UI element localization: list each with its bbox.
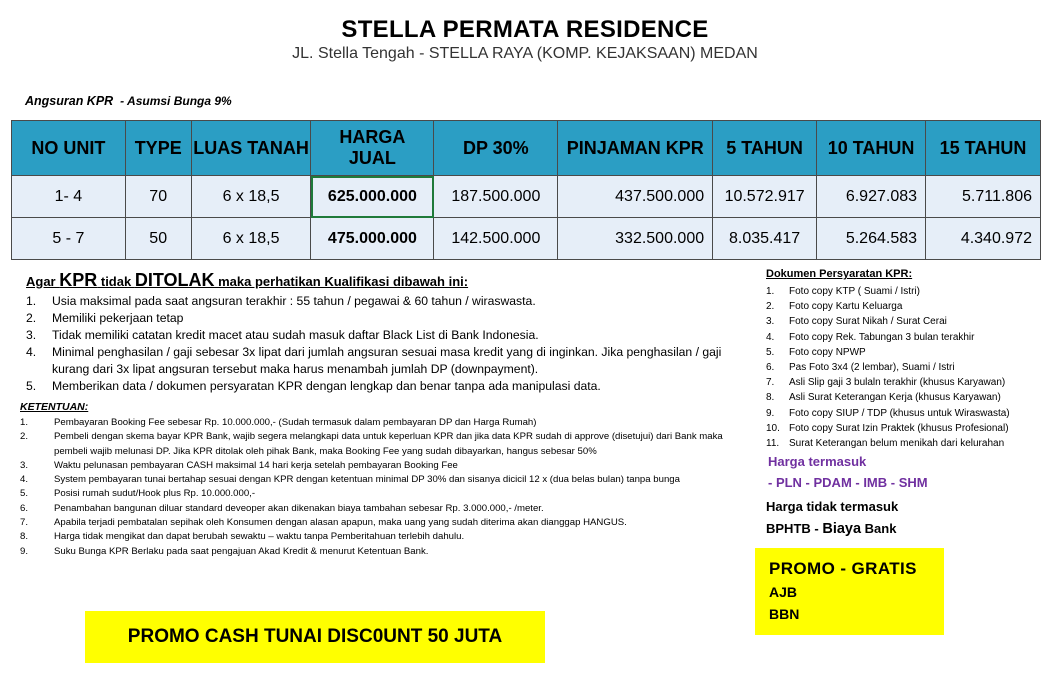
requirements-heading [26, 270, 468, 291]
col-header-luas-tanah: LUAS TANAH [191, 121, 311, 176]
col-header-dp: DP 30% [434, 121, 558, 176]
col-header-no-unit: NO UNIT [12, 121, 126, 176]
cell-5-tahun: 8.035.417 [713, 218, 817, 260]
harga-termasuk-items: - PLN - PDAM - IMB - SHM [768, 475, 928, 490]
list-item: 2. Memiliki pekerjaan tetap [26, 311, 184, 325]
angsuran-label [25, 94, 232, 108]
table-header-row [12, 121, 1041, 176]
promo-gratis-box [755, 548, 944, 635]
promo-item-ajb: AJB [769, 584, 798, 600]
ketentuan-heading: KETENTUAN: [20, 401, 89, 413]
heading-kpr: KPR [59, 270, 98, 290]
price-table [11, 120, 1041, 260]
cell-harga-jual: 475.000.000 [311, 218, 434, 260]
list-item-text: Foto copy Surat Izin Praktek (khusus Profesional) [789, 422, 1009, 434]
harga-tidak-termasuk-items [766, 521, 896, 537]
list-item: 5. Memberikan data / dokumen persyaratan KPR dengan lengkap dan benar tanpa ada manipulasi data. [26, 379, 601, 393]
col-header-15-tahun: 15 TAHUN [926, 121, 1041, 176]
table-row [12, 218, 1041, 260]
col-header-pinjaman: PINJAMAN KPR [558, 121, 713, 176]
list-item: 8. Asli Surat Keterangan Kerja (khusus Karyawan) [766, 392, 1001, 404]
list-item: 9. Foto copy SIUP / TDP (khusus untuk Wiraswasta) [766, 407, 1010, 419]
table-row [12, 176, 1041, 218]
list-item: 1. Pembayaran Booking Fee sebesar Rp. 10.000.000,- (Sudah termasuk dalam pembayaran DP dan Harga Rumah) [20, 417, 537, 428]
cell-type: 50 [125, 218, 191, 260]
cell-dp: 142.500.000 [434, 218, 558, 260]
cell-10-tahun: 5.264.583 [817, 218, 926, 260]
list-item-text: Foto copy SIUP / TDP (khusus untuk Wiraswasta) [789, 407, 1010, 419]
list-item-text: Pembeli dengan skema bayar KPR Bank, wajib segera melangkapi data untuk keperluan KPR dan jika data KPR sudah di approve (disetujui) dari Bank maka pembeli wajib melunasi DP. Jika KPR ditolak oleh pihak Bank, maka Booking Fee yang sudah dibayarkan, hangus sebesar 50% [54, 431, 723, 457]
dokumen-heading: Dokumen Persyaratan KPR: [766, 268, 913, 280]
cell-luas-tanah: 6 x 18,5 [191, 176, 311, 218]
ketentuan-list [20, 416, 740, 559]
promo-item-bbn: BBN [769, 606, 800, 622]
dokumen-list [766, 284, 1046, 451]
list-item: 9. Suku Bunga KPR Berlaku pada saat pengajuan Akad Kredit & menurut Ketentuan Bank. [20, 545, 429, 557]
list-item-text: System pembayaran tunai bertahap sesuai dengan KPR dengan ketentuan minimal DP 30% dan sisanya dicicil 12 x (dua belas bulan) tanpa bunga [54, 474, 680, 486]
col-header-harga-jual: HARGA JUAL [311, 121, 434, 176]
list-item-text: Posisi rumah sudut/Hook plus Rp. 10.000.000,- [54, 488, 256, 500]
list-item: 1. Usia maksimal pada saat angsuran terakhir : 55 tahun / pegawai & 60 tahun / wiraswasta. [26, 294, 536, 308]
cell-dp: 187.500.000 [434, 176, 558, 218]
list-item-text: Foto copy KTP ( Suami / Istri) [789, 286, 920, 297]
col-header-5-tahun: 5 TAHUN [713, 121, 817, 176]
list-item-text: Memberikan data / dokumen persyaratan KPR dengan lengkap dan benar tanpa ada manipulasi data. [52, 379, 601, 393]
harga-termasuk-label: Harga termasuk [768, 454, 867, 469]
heading-text: tidak [97, 274, 135, 289]
list-item-text: Penambahan bangunan diluar standard deveoper akan dikenakan biaya tambahan sebesar Rp. 3.000.000,- /meter. [54, 502, 544, 514]
address: JL. Stella Tengah - STELLA RAYA (KOMP. KEJAKSAAN) MEDAN [292, 45, 758, 62]
cell-5-tahun: 10.572.917 [713, 176, 817, 218]
bank-text: Bank [861, 521, 897, 536]
list-item-text: Asli Slip gaji 3 bulaln terakhir (khusus Karyawan) [789, 377, 1006, 389]
heading-text: maka perhatikan Kualifikasi dibawah ini: [214, 274, 469, 289]
cell-pinjaman: 437.500.000 [558, 176, 713, 218]
cell-10-tahun: 6.927.083 [817, 176, 926, 218]
cell-pinjaman: 332.500.000 [558, 218, 713, 260]
list-item: 4. System pembayaran tunai bertahap sesuai dengan KPR dengan ketentuan minimal DP 30% dan sisanya dicicil 12 x (dua belas bulan) tanpa bunga [20, 474, 680, 486]
list-item: 2. Pembeli dengan skema bayar KPR Bank, wajib segera melangkapi data untuk keperluan KPR dan jika data KPR sudah di approve (disetujui) dari Bank maka pembeli wajib melunasi DP. Jika KPR ditolak oleh pihak Bank, maka Booking Fee yang sudah dibayarkan, hangus sebesar 50% [20, 431, 723, 457]
cell-no-unit: 5 - 7 [12, 218, 126, 260]
list-item: 7. Apabila terjadi pembatalan sepihak oleh Konsumen dengan alasan apapun, maka uang yang sudah diterima akan dianggap HANGUS. [20, 517, 627, 529]
cell-15-tahun: 4.340.972 [926, 218, 1041, 260]
list-item: 1. Foto copy KTP ( Suami / Istri) [766, 286, 920, 297]
harga-tidak-termasuk-label: Harga tidak termasuk [766, 499, 899, 514]
angsuran-title: Angsuran KPR [25, 94, 114, 108]
list-item: 4. Foto copy Rek. Tabungan 3 bulan terakhir [766, 331, 975, 343]
col-header-10-tahun: 10 TAHUN [817, 121, 926, 176]
cell-type: 70 [125, 176, 191, 218]
list-item: 3. Waktu pelunasan pembayaran CASH maksimal 14 hari kerja setelah pembayaran Booking Fee [20, 459, 458, 471]
list-item-text: Minimal penghasilan / gaji sebesar 3x lipat dari jumlah angsuran sesuai masa kredit yang di inginkan. Jika penghasilan / gaji kurang dari 3x lipat angsuran tersebut maka harus menambah jumlah DP (downpayment). [52, 345, 722, 376]
cell-15-tahun: 5.711.806 [926, 176, 1041, 218]
list-item: 6. Pas Foto 3x4 (2 lembar), Suami / Istri [766, 362, 955, 374]
heading-ditolak: DITOLAK [134, 270, 215, 290]
list-item-text: Surat Keterangan belum menikah dari kelurahan [789, 438, 1005, 450]
col-header-type: TYPE [125, 121, 191, 176]
list-item-text: Foto copy Rek. Tabungan 3 bulan terakhir [789, 331, 975, 343]
list-item: 4. Minimal penghasilan / gaji sebesar 3x lipat dari jumlah angsuran sesuai masa kredit yang di inginkan. Jika penghasilan / gaji kurang dari 3x lipat angsuran tersebut maka harus menambah jumlah DP (downpayment). [26, 345, 722, 376]
cell-harga-jual[interactable]: 625.000.000 [311, 176, 434, 218]
list-item-text: Waktu pelunasan pembayaran CASH maksimal 14 hari kerja setelah pembayaran Booking Fee [54, 459, 458, 471]
list-item: 7. Asli Slip gaji 3 bulaln terakhir (khusus Karyawan) [766, 377, 1006, 389]
promo-cash-banner: PROMO CASH TUNAI DISC0UNT 50 JUTA [85, 611, 545, 663]
list-item-text: Tidak memiliki catatan kredit macet atau sudah masuk daftar Black List di Bank Indonesia. [52, 328, 539, 342]
promo-gratis-title: PROMO - GRATIS [769, 559, 917, 578]
list-item-text: Pas Foto 3x4 (2 lembar), Suami / Istri [789, 362, 955, 374]
heading-text: Agar [26, 274, 60, 289]
list-item: 2. Foto copy Kartu Keluarga [766, 301, 903, 313]
list-item: 3. Tidak memiliki catatan kredit macet atau sudah masuk daftar Black List di Bank Indonesia. [26, 328, 539, 342]
list-item-text: Pembayaran Booking Fee sebesar Rp. 10.000.000,- (Sudah termasuk dalam pembayaran DP dan Harga Rumah) [54, 417, 537, 428]
list-item-text: Memiliki pekerjaan tetap [52, 311, 184, 325]
list-item: 8. Harga tidak mengikat dan dapat berubah sewaktu – waktu tanpa Pemberitahuan terlebih dahulu. [20, 531, 465, 543]
angsuran-note: - Asumsi Bunga 9% [120, 94, 232, 108]
bphtb-text: BPHTB - [766, 521, 823, 536]
cell-no-unit: 1- 4 [12, 176, 126, 218]
list-item-text: Foto copy NPWP [789, 346, 866, 358]
list-item: 3. Foto copy Surat Nikah / Surat Cerai [766, 316, 947, 328]
cell-luas-tanah: 6 x 18,5 [191, 218, 311, 260]
list-item: 5. Posisi rumah sudut/Hook plus Rp. 10.000.000,- [20, 488, 256, 500]
list-item-text: Foto copy Surat Nikah / Surat Cerai [789, 316, 947, 328]
list-item-text: Suku Bunga KPR Berlaku pada saat pengajuan Akad Kredit & menurut Ketentuan Bank. [54, 545, 429, 557]
list-item-text: Apabila terjadi pembatalan sepihak oleh Konsumen dengan alasan apapun, maka uang yang sudah diterima akan dianggap HANGUS. [54, 517, 627, 529]
biaya-text: Biaya [822, 521, 862, 537]
list-item-text: Foto copy Kartu Keluarga [789, 301, 903, 313]
list-item-text: Asli Surat Keterangan Kerja (khusus Karyawan) [789, 392, 1001, 404]
list-item: 5. Foto copy NPWP [766, 346, 866, 358]
page-title: STELLA PERMATA RESIDENCE [341, 16, 709, 43]
list-item: 6. Penambahan bangunan diluar standard deveoper akan dikenakan biaya tambahan sebesar Rp. 3.000.000,- /meter. [20, 502, 544, 514]
list-item-text: Harga tidak mengikat dan dapat berubah sewaktu – waktu tanpa Pemberitahuan terlebih dahulu. [54, 531, 465, 543]
list-item: 10. Foto copy Surat Izin Praktek (khusus Profesional) [766, 422, 1009, 434]
list-item-text: Usia maksimal pada saat angsuran terakhir : 55 tahun / pegawai & 60 tahun / wiraswasta. [52, 294, 536, 308]
list-item: 11. Surat Keterangan belum menikah dari kelurahan [766, 438, 1005, 450]
requirements-list [26, 293, 736, 395]
